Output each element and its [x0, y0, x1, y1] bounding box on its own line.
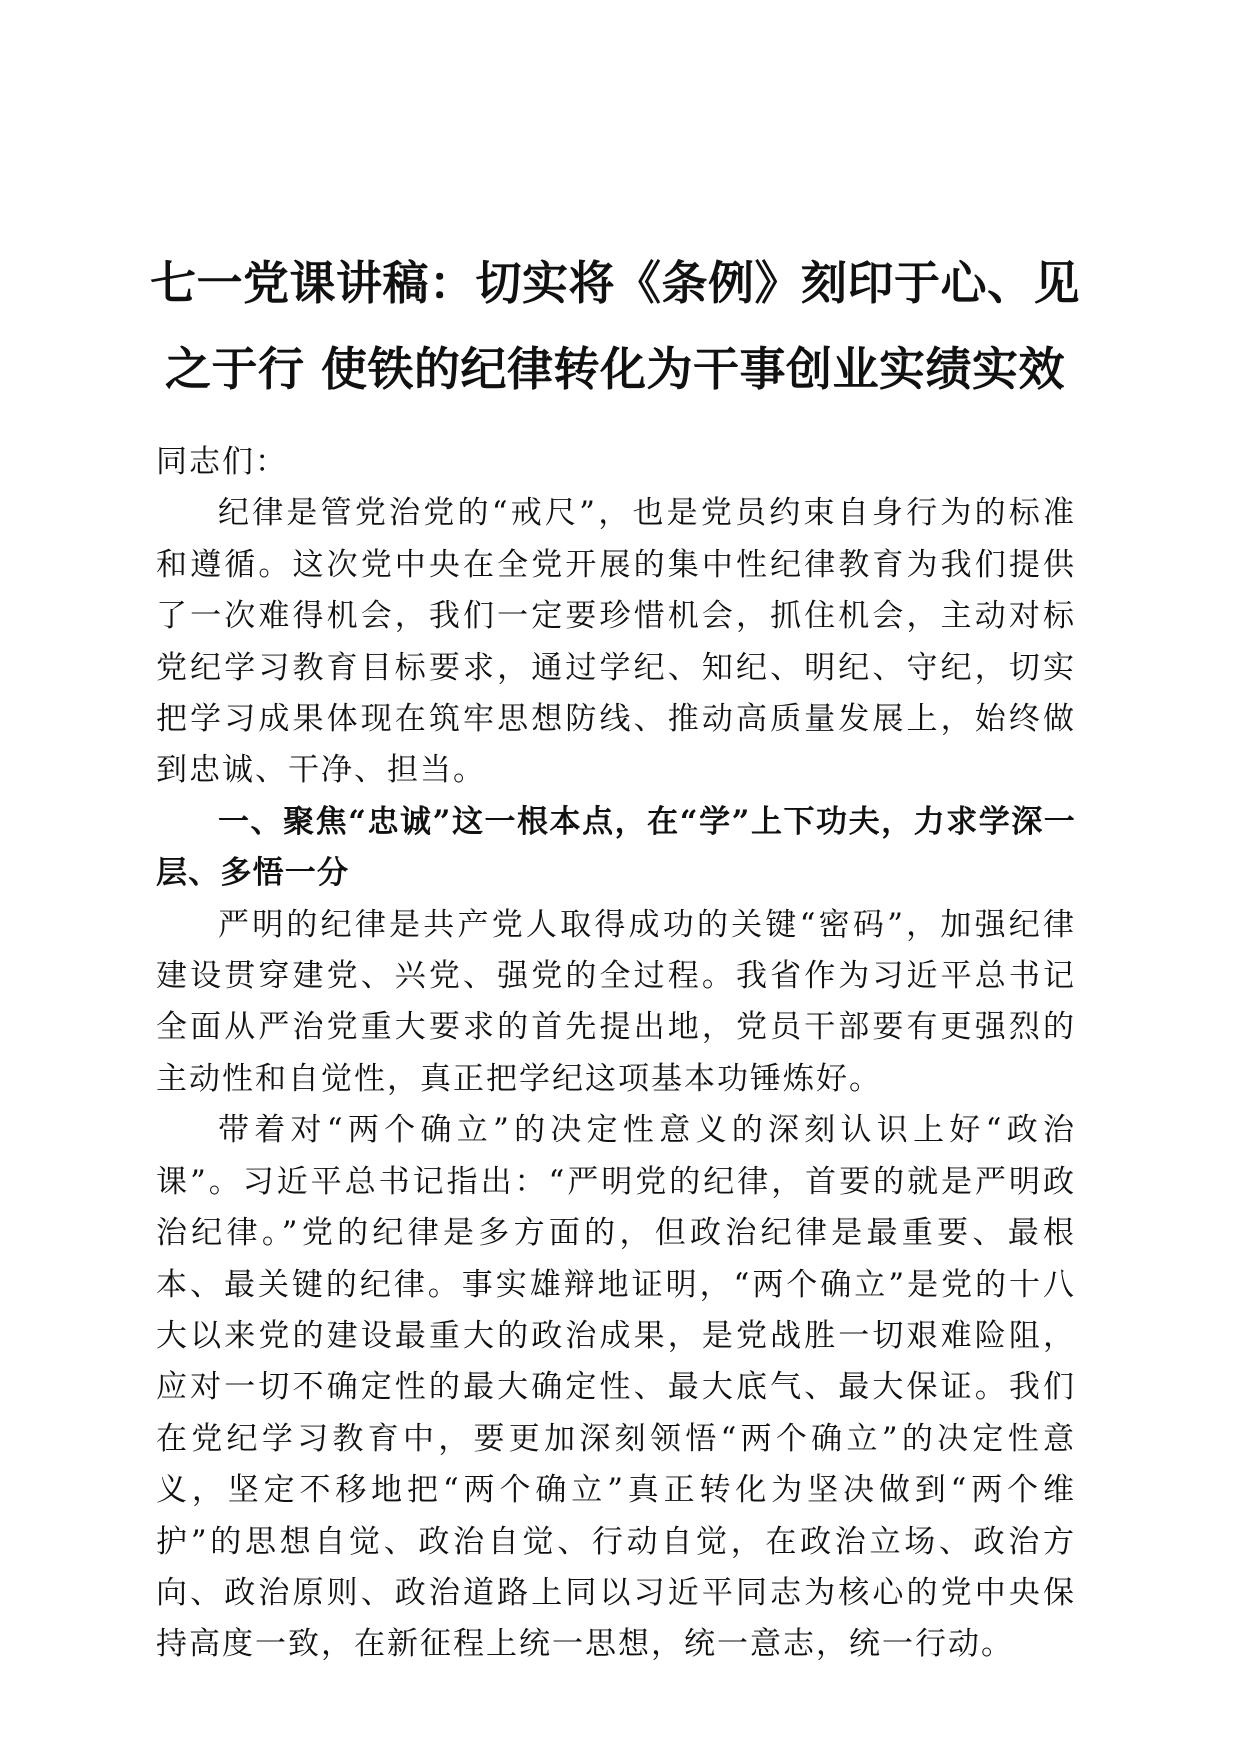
paragraph-intro: 纪律是管党治党的“戒尺”，也是党员约束自身行为的标准和遵循。这次党中央在全党开展的集中性纪律教育为我们提供了一次难得机会，我们一定要珍惜机会，抓住机会，主动对标党纪学习教育目标要求，通过学纪、知纪、明纪、守纪，切实把学习成果体现在筑牢思想防线、推动高质量发展上，始终做到忠诚、干净、担当。 [156, 495, 1076, 789]
title-line-1: 七一党课讲稿：切实将《条例》刻印于心、见 [150, 256, 1080, 310]
section-heading-1: 一、聚焦“忠诚”这一根本点，在“学”上下功夫，力求学深一层、多悟一分 [156, 803, 1076, 892]
greeting: 同志们： [156, 444, 288, 480]
document-title [150, 240, 1080, 412]
title-line-2: 之于行 使铁的纪律转化为干事创业实绩实效 [164, 342, 1065, 396]
document-body [156, 437, 1076, 1671]
paragraph-two-establishments: 带着对“两个确立”的决定性意义的深刻认识上好“政治课”。习近平总书记指出：“严明党的纪律，首要的就是严明政治纪律。”党的纪律是多方面的，但政治纪律是最重要、最根本、最关键的纪律。事实雄辩地证明，“两个确立”是党的十八大以来党的建设最重大的政治成果，是党战胜一切艰难险阻，应对一切不确定性的最大确定性、最大底气、最大保证。我们在党纪学习教育中，要更加深刻领悟“两个确立”的决定性意义，坚定不移地把“两个确立”真正转化为坚决做到“两个维护”的思想自觉、政治自觉、行动自觉，在政治立场、政治方向、政治原则、政治道路上同以习近平同志为核心的党中央保持高度一致，在新征程上统一思想，统一意志，统一行动。 [156, 1112, 1076, 1663]
paragraph-discipline-code: 严明的纪律是共产党人取得成功的关键“密码”，加强纪律建设贯穿建党、兴党、强党的全过程。我省作为习近平总书记全面从严治党重大要求的首先提出地，党员干部要有更强烈的主动性和自觉性，真正把学纪这项基本功锤炼好。 [156, 906, 1076, 1097]
